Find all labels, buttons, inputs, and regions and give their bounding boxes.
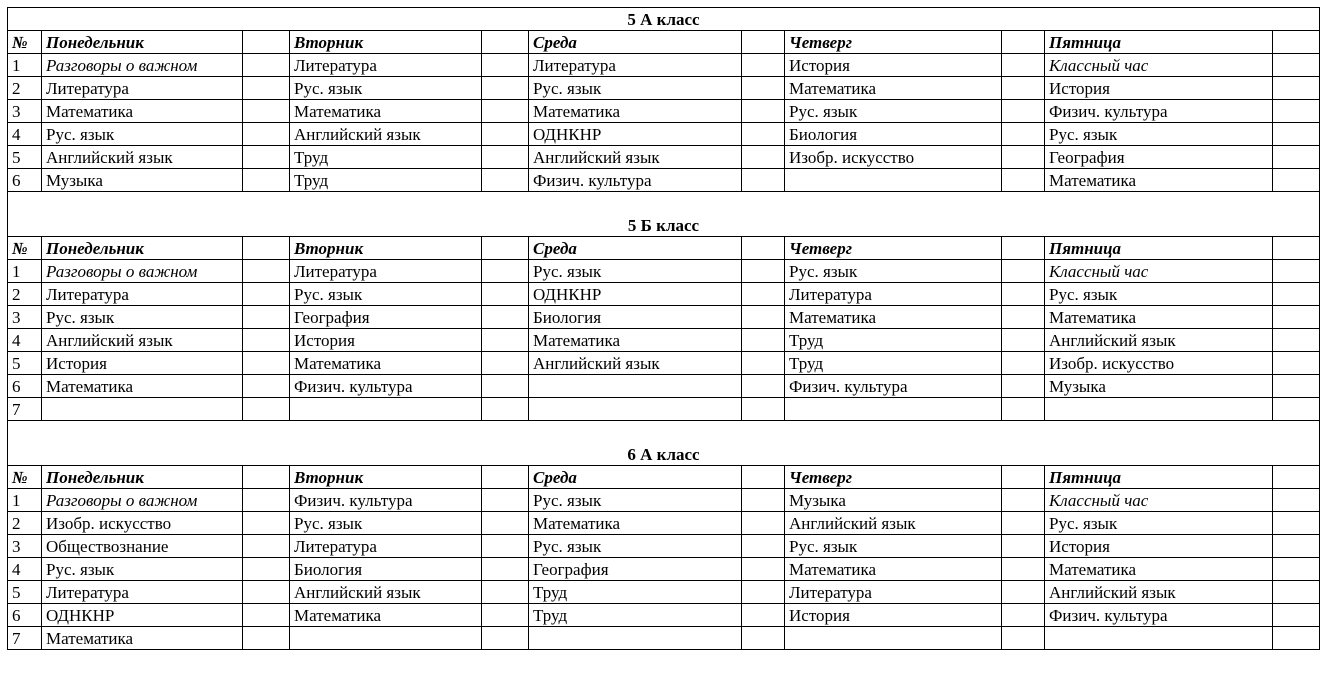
spare-cell bbox=[1002, 146, 1045, 169]
spare-cell bbox=[243, 627, 290, 650]
lesson-cell: Математика bbox=[529, 329, 742, 352]
lesson-cell bbox=[1045, 398, 1273, 421]
spare-cell bbox=[243, 31, 290, 54]
lesson-number: 5 bbox=[8, 581, 42, 604]
lesson-cell: Английский язык bbox=[529, 352, 742, 375]
header-day: Пятница bbox=[1045, 466, 1273, 489]
spare-cell bbox=[243, 375, 290, 398]
table-row bbox=[8, 352, 1320, 375]
lesson-cell: Труд bbox=[529, 581, 742, 604]
lesson-cell: Математика bbox=[290, 352, 482, 375]
lesson-cell bbox=[529, 627, 742, 650]
lesson-cell: Биология bbox=[529, 306, 742, 329]
lesson-cell: Труд bbox=[529, 604, 742, 627]
table-row bbox=[8, 306, 1320, 329]
lesson-cell: Математика bbox=[1045, 169, 1273, 192]
table-row bbox=[8, 375, 1320, 398]
spare-cell bbox=[482, 352, 529, 375]
spare-cell bbox=[243, 489, 290, 512]
header-number: № bbox=[8, 237, 42, 260]
lesson-cell: Литература bbox=[785, 283, 1002, 306]
spare-cell bbox=[1002, 581, 1045, 604]
table-row bbox=[8, 54, 1320, 77]
spare-cell bbox=[243, 329, 290, 352]
lesson-cell: Разговоры о важном bbox=[42, 54, 243, 77]
spare-cell bbox=[482, 398, 529, 421]
spare-cell bbox=[243, 558, 290, 581]
header-number: № bbox=[8, 466, 42, 489]
spare-cell bbox=[742, 489, 785, 512]
lesson-cell: Математика bbox=[529, 512, 742, 535]
header-day: Понедельник bbox=[42, 237, 243, 260]
spare-cell bbox=[1273, 306, 1320, 329]
spare-cell bbox=[243, 466, 290, 489]
header-day: Пятница bbox=[1045, 31, 1273, 54]
lesson-cell: Математика bbox=[42, 100, 243, 123]
spare-cell bbox=[482, 604, 529, 627]
spare-cell bbox=[482, 260, 529, 283]
lesson-number: 1 bbox=[8, 489, 42, 512]
lesson-cell: Рус. язык bbox=[785, 100, 1002, 123]
spare-cell bbox=[1002, 123, 1045, 146]
lesson-number: 2 bbox=[8, 77, 42, 100]
lesson-cell: Рус. язык bbox=[529, 489, 742, 512]
spare-cell bbox=[1273, 283, 1320, 306]
class-title-row bbox=[8, 214, 1320, 237]
spare-cell bbox=[1273, 54, 1320, 77]
spare-cell bbox=[742, 329, 785, 352]
lesson-cell: Английский язык bbox=[290, 581, 482, 604]
lesson-cell bbox=[1045, 627, 1273, 650]
spare-cell bbox=[243, 146, 290, 169]
lesson-cell: Литература bbox=[42, 77, 243, 100]
lesson-cell: Математика bbox=[42, 627, 243, 650]
spare-cell bbox=[742, 260, 785, 283]
spare-cell bbox=[1002, 283, 1045, 306]
lesson-number: 6 bbox=[8, 604, 42, 627]
table-row bbox=[8, 512, 1320, 535]
lesson-cell: Изобр. искусство bbox=[785, 146, 1002, 169]
header-day: Пятница bbox=[1045, 237, 1273, 260]
spare-cell bbox=[243, 535, 290, 558]
spare-cell bbox=[1273, 260, 1320, 283]
lesson-number: 6 bbox=[8, 169, 42, 192]
spare-cell bbox=[1273, 627, 1320, 650]
table-row bbox=[8, 100, 1320, 123]
lesson-cell bbox=[785, 169, 1002, 192]
spare-cell bbox=[742, 466, 785, 489]
spare-cell bbox=[243, 54, 290, 77]
lesson-number: 3 bbox=[8, 535, 42, 558]
spare-cell bbox=[1002, 375, 1045, 398]
spare-cell bbox=[482, 237, 529, 260]
header-day: Вторник bbox=[290, 31, 482, 54]
spare-cell bbox=[482, 54, 529, 77]
lesson-cell: Английский язык bbox=[42, 329, 243, 352]
spare-cell bbox=[482, 283, 529, 306]
spare-cell bbox=[1002, 352, 1045, 375]
header-day: Четверг bbox=[785, 466, 1002, 489]
table-row bbox=[8, 77, 1320, 100]
spare-cell bbox=[742, 627, 785, 650]
spare-cell bbox=[482, 329, 529, 352]
spare-cell bbox=[1273, 77, 1320, 100]
lesson-cell: Труд bbox=[290, 169, 482, 192]
spare-cell bbox=[742, 169, 785, 192]
lesson-cell: Классный час bbox=[1045, 489, 1273, 512]
lesson-cell: Физич. культура bbox=[785, 375, 1002, 398]
lesson-cell: Биология bbox=[785, 123, 1002, 146]
table-row bbox=[8, 558, 1320, 581]
class-title: 6 А класс bbox=[8, 443, 1320, 466]
header-day: Четверг bbox=[785, 31, 1002, 54]
lesson-cell: Рус. язык bbox=[42, 558, 243, 581]
spare-cell bbox=[243, 512, 290, 535]
spare-cell bbox=[482, 100, 529, 123]
lesson-cell: Рус. язык bbox=[785, 535, 1002, 558]
lesson-cell: Рус. язык bbox=[1045, 123, 1273, 146]
lesson-cell: Математика bbox=[1045, 558, 1273, 581]
header-day: Вторник bbox=[290, 466, 482, 489]
lesson-cell: Рус. язык bbox=[529, 77, 742, 100]
lesson-cell: Английский язык bbox=[42, 146, 243, 169]
class-title-row bbox=[8, 443, 1320, 466]
header-day: Понедельник bbox=[42, 31, 243, 54]
table-row bbox=[8, 604, 1320, 627]
header-row bbox=[8, 466, 1320, 489]
spare-cell bbox=[482, 466, 529, 489]
table-row bbox=[8, 169, 1320, 192]
spare-cell bbox=[482, 77, 529, 100]
spare-cell bbox=[243, 398, 290, 421]
spare-cell bbox=[243, 77, 290, 100]
spare-cell bbox=[243, 260, 290, 283]
lesson-cell: Труд bbox=[290, 146, 482, 169]
lesson-cell: Рус. язык bbox=[1045, 512, 1273, 535]
lesson-cell: Рус. язык bbox=[1045, 283, 1273, 306]
lesson-number: 2 bbox=[8, 512, 42, 535]
spare-cell bbox=[1002, 627, 1045, 650]
lesson-cell: Классный час bbox=[1045, 54, 1273, 77]
spare-cell bbox=[482, 31, 529, 54]
lesson-cell: Литература bbox=[785, 581, 1002, 604]
spare-cell bbox=[742, 283, 785, 306]
lesson-cell bbox=[785, 627, 1002, 650]
spare-cell bbox=[1273, 512, 1320, 535]
lesson-cell: Физич. культура bbox=[290, 375, 482, 398]
spare-cell bbox=[742, 54, 785, 77]
lesson-cell: Классный час bbox=[1045, 260, 1273, 283]
lesson-cell: Труд bbox=[785, 352, 1002, 375]
lesson-cell: Физич. культура bbox=[290, 489, 482, 512]
lesson-cell: Литература bbox=[42, 283, 243, 306]
spare-cell bbox=[1002, 512, 1045, 535]
lesson-cell: История bbox=[785, 54, 1002, 77]
header-day: Среда bbox=[529, 466, 742, 489]
spare-cell bbox=[742, 558, 785, 581]
class-separator bbox=[8, 192, 1320, 215]
spare-cell bbox=[1002, 535, 1045, 558]
table-row bbox=[8, 329, 1320, 352]
table-row bbox=[8, 146, 1320, 169]
spare-cell bbox=[482, 169, 529, 192]
schedule-table bbox=[7, 7, 1320, 650]
spare-cell bbox=[243, 283, 290, 306]
lesson-cell: Английский язык bbox=[1045, 581, 1273, 604]
spare-cell bbox=[742, 398, 785, 421]
header-row bbox=[8, 31, 1320, 54]
lesson-cell: Разговоры о важном bbox=[42, 489, 243, 512]
lesson-cell: Рус. язык bbox=[290, 283, 482, 306]
spare-cell bbox=[1002, 31, 1045, 54]
lesson-cell: Биология bbox=[290, 558, 482, 581]
class-separator bbox=[8, 421, 1320, 444]
lesson-cell: История bbox=[1045, 77, 1273, 100]
spare-cell bbox=[1002, 329, 1045, 352]
spare-cell bbox=[742, 100, 785, 123]
lesson-cell: Литература bbox=[290, 260, 482, 283]
spare-cell bbox=[1273, 535, 1320, 558]
spare-cell bbox=[1273, 581, 1320, 604]
spare-cell bbox=[742, 306, 785, 329]
spare-cell bbox=[1002, 398, 1045, 421]
spare-cell bbox=[1273, 123, 1320, 146]
spare-cell bbox=[1273, 489, 1320, 512]
lesson-cell bbox=[290, 398, 482, 421]
separator-cell bbox=[8, 192, 1320, 215]
lesson-cell: Обществознание bbox=[42, 535, 243, 558]
lesson-cell: История bbox=[42, 352, 243, 375]
lesson-cell: ОДНКНР bbox=[529, 123, 742, 146]
spare-cell bbox=[1002, 169, 1045, 192]
spare-cell bbox=[742, 31, 785, 54]
lesson-cell: Математика bbox=[290, 100, 482, 123]
header-day: Четверг bbox=[785, 237, 1002, 260]
spare-cell bbox=[742, 604, 785, 627]
spare-cell bbox=[482, 512, 529, 535]
spare-cell bbox=[1273, 352, 1320, 375]
table-row bbox=[8, 627, 1320, 650]
spare-cell bbox=[243, 306, 290, 329]
lesson-cell: География bbox=[529, 558, 742, 581]
spare-cell bbox=[1273, 237, 1320, 260]
header-number: № bbox=[8, 31, 42, 54]
lesson-number: 3 bbox=[8, 100, 42, 123]
spare-cell bbox=[1002, 489, 1045, 512]
spare-cell bbox=[1273, 375, 1320, 398]
lesson-cell: Физич. культура bbox=[1045, 604, 1273, 627]
lesson-cell: Литература bbox=[290, 54, 482, 77]
header-row bbox=[8, 237, 1320, 260]
lesson-number: 7 bbox=[8, 627, 42, 650]
lesson-number: 2 bbox=[8, 283, 42, 306]
lesson-cell: Математика bbox=[785, 558, 1002, 581]
spare-cell bbox=[1002, 466, 1045, 489]
spare-cell bbox=[243, 352, 290, 375]
class-title-row bbox=[8, 8, 1320, 31]
spare-cell bbox=[1273, 398, 1320, 421]
separator-cell bbox=[8, 421, 1320, 444]
spare-cell bbox=[482, 581, 529, 604]
spare-cell bbox=[482, 535, 529, 558]
spare-cell bbox=[1273, 558, 1320, 581]
header-day: Среда bbox=[529, 237, 742, 260]
spare-cell bbox=[1002, 558, 1045, 581]
lesson-cell bbox=[290, 627, 482, 650]
lesson-cell: Математика bbox=[42, 375, 243, 398]
lesson-cell: История bbox=[1045, 535, 1273, 558]
lesson-cell: ОДНКНР bbox=[42, 604, 243, 627]
spare-cell bbox=[742, 512, 785, 535]
lesson-cell: Изобр. искусство bbox=[1045, 352, 1273, 375]
spare-cell bbox=[1273, 466, 1320, 489]
table-row bbox=[8, 283, 1320, 306]
lesson-cell: Разговоры о важном bbox=[42, 260, 243, 283]
lesson-cell: Английский язык bbox=[529, 146, 742, 169]
lesson-cell: Рус. язык bbox=[290, 512, 482, 535]
lesson-cell: Рус. язык bbox=[529, 535, 742, 558]
lesson-number: 4 bbox=[8, 329, 42, 352]
lesson-number: 3 bbox=[8, 306, 42, 329]
spare-cell bbox=[243, 604, 290, 627]
spare-cell bbox=[1273, 146, 1320, 169]
lesson-cell: Музыка bbox=[42, 169, 243, 192]
spare-cell bbox=[742, 77, 785, 100]
lesson-cell: Английский язык bbox=[290, 123, 482, 146]
lesson-cell: География bbox=[1045, 146, 1273, 169]
header-day: Понедельник bbox=[42, 466, 243, 489]
lesson-cell: Математика bbox=[785, 77, 1002, 100]
class-title: 5 Б класс bbox=[8, 214, 1320, 237]
lesson-cell: Музыка bbox=[1045, 375, 1273, 398]
spare-cell bbox=[742, 581, 785, 604]
lesson-cell: Математика bbox=[529, 100, 742, 123]
lesson-cell: Рус. язык bbox=[529, 260, 742, 283]
spare-cell bbox=[1002, 77, 1045, 100]
spare-cell bbox=[482, 627, 529, 650]
spare-cell bbox=[742, 375, 785, 398]
spare-cell bbox=[1002, 604, 1045, 627]
spare-cell bbox=[1273, 100, 1320, 123]
table-row bbox=[8, 489, 1320, 512]
spare-cell bbox=[1273, 604, 1320, 627]
spare-cell bbox=[243, 100, 290, 123]
lesson-cell bbox=[42, 398, 243, 421]
spare-cell bbox=[482, 558, 529, 581]
lesson-cell: Рус. язык bbox=[42, 123, 243, 146]
spare-cell bbox=[742, 352, 785, 375]
spare-cell bbox=[243, 581, 290, 604]
spare-cell bbox=[243, 237, 290, 260]
lesson-cell: ОДНКНР bbox=[529, 283, 742, 306]
lesson-cell: Труд bbox=[785, 329, 1002, 352]
spare-cell bbox=[1273, 31, 1320, 54]
lesson-cell: Математика bbox=[785, 306, 1002, 329]
lesson-cell: Рус. язык bbox=[42, 306, 243, 329]
spare-cell bbox=[1273, 169, 1320, 192]
lesson-cell: География bbox=[290, 306, 482, 329]
spare-cell bbox=[1002, 306, 1045, 329]
spare-cell bbox=[482, 306, 529, 329]
table-row bbox=[8, 260, 1320, 283]
spare-cell bbox=[482, 375, 529, 398]
lesson-cell: Математика bbox=[290, 604, 482, 627]
table-row bbox=[8, 398, 1320, 421]
spare-cell bbox=[1002, 100, 1045, 123]
table-row bbox=[8, 581, 1320, 604]
lesson-cell bbox=[529, 398, 742, 421]
spare-cell bbox=[482, 123, 529, 146]
lesson-cell bbox=[785, 398, 1002, 421]
lesson-number: 4 bbox=[8, 558, 42, 581]
spare-cell bbox=[1002, 237, 1045, 260]
header-day: Среда bbox=[529, 31, 742, 54]
lesson-number: 1 bbox=[8, 54, 42, 77]
lesson-cell: Физич. культура bbox=[529, 169, 742, 192]
lesson-cell: Литература bbox=[42, 581, 243, 604]
spare-cell bbox=[243, 123, 290, 146]
spare-cell bbox=[742, 535, 785, 558]
lesson-cell: Изобр. искусство bbox=[42, 512, 243, 535]
lesson-cell bbox=[529, 375, 742, 398]
spare-cell bbox=[1002, 54, 1045, 77]
lesson-cell: Литература bbox=[529, 54, 742, 77]
lesson-cell: Музыка bbox=[785, 489, 1002, 512]
class-title: 5 А класс bbox=[8, 8, 1320, 31]
table-row bbox=[8, 123, 1320, 146]
table-row bbox=[8, 535, 1320, 558]
lesson-cell: История bbox=[785, 604, 1002, 627]
lesson-cell: История bbox=[290, 329, 482, 352]
lesson-cell: Рус. язык bbox=[785, 260, 1002, 283]
lesson-number: 5 bbox=[8, 352, 42, 375]
lesson-cell: Физич. культура bbox=[1045, 100, 1273, 123]
lesson-number: 7 bbox=[8, 398, 42, 421]
spare-cell bbox=[243, 169, 290, 192]
lesson-cell: Английский язык bbox=[1045, 329, 1273, 352]
spare-cell bbox=[742, 123, 785, 146]
spare-cell bbox=[482, 489, 529, 512]
lesson-cell: Рус. язык bbox=[290, 77, 482, 100]
header-day: Вторник bbox=[290, 237, 482, 260]
spare-cell bbox=[742, 146, 785, 169]
lesson-number: 6 bbox=[8, 375, 42, 398]
lesson-number: 5 bbox=[8, 146, 42, 169]
lesson-number: 1 bbox=[8, 260, 42, 283]
lesson-cell: Литература bbox=[290, 535, 482, 558]
lesson-cell: Математика bbox=[1045, 306, 1273, 329]
lesson-cell: Английский язык bbox=[785, 512, 1002, 535]
spare-cell bbox=[1273, 329, 1320, 352]
spare-cell bbox=[742, 237, 785, 260]
spare-cell bbox=[482, 146, 529, 169]
spare-cell bbox=[1002, 260, 1045, 283]
lesson-number: 4 bbox=[8, 123, 42, 146]
